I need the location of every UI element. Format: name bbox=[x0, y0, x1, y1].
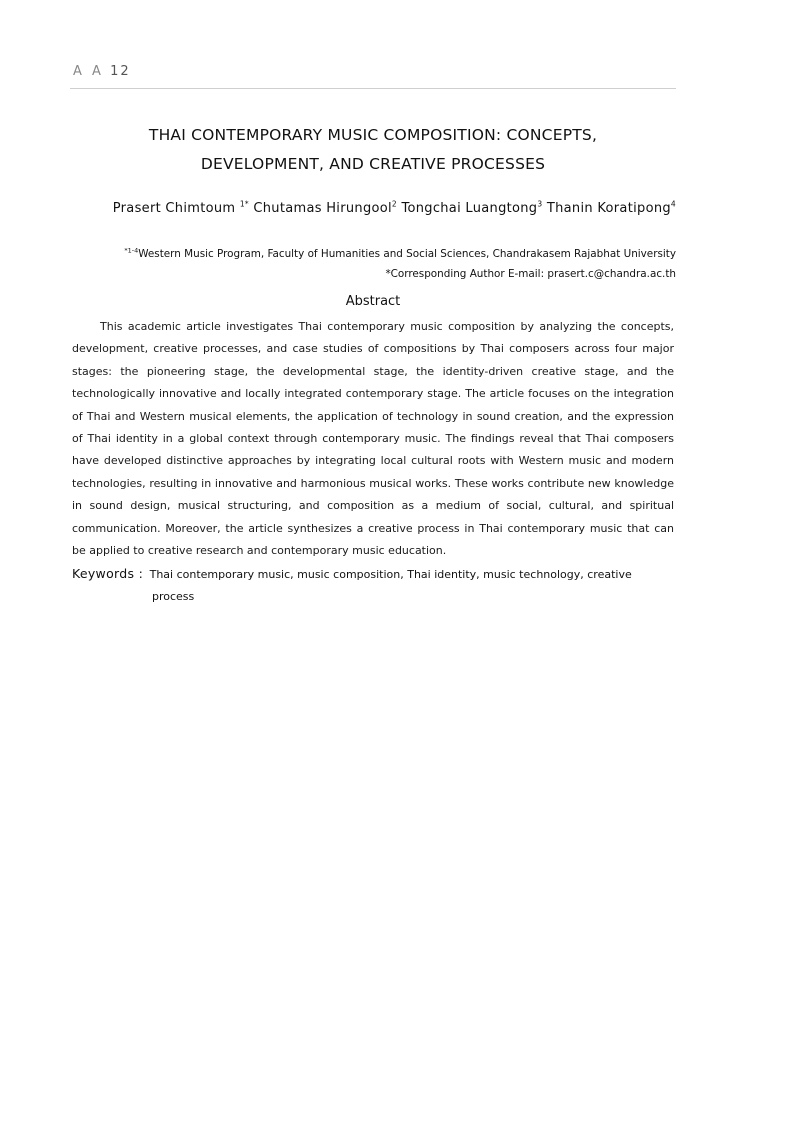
paper-title-line-2: DEVELOPMENT, AND CREATIVE PROCESSES bbox=[200, 155, 546, 173]
keywords bbox=[72, 563, 672, 608]
header-divider bbox=[70, 88, 676, 89]
page-number-value: 12 bbox=[110, 64, 131, 79]
author-mark: 2 bbox=[391, 199, 397, 209]
keywords-label: Keywords : bbox=[72, 566, 144, 581]
author-mark: 3 bbox=[537, 199, 543, 209]
abstract-body: This academic article investigates Thai contemporary music composition by analyzing the concepts, development, creative processes, and case studies of compositions by Thai composers across four major stages: the pioneering stage, the developmental stage, the identity-driven creative stage, and the technologically innovative and locally integrated contemporary stage. The article focuses on the integration of Thai and Western musical elements, the application of technology in sound creation, and the expression of Thai identity in a global context through contemporary music. The findings reveal that Thai composers have developed distinctive approaches by integrating local cultural roots with Western music and modern technologies, resulting in innovative and harmonious musical works. These works contribute new knowledge in sound design, musical structuring, and composition as a medium of social, cultural, and spiritual communication. Moreover, the article synthesizes a creative process in Thai contemporary music that can be applied to creative research and contemporary music education. bbox=[72, 320, 674, 558]
affiliation bbox=[70, 248, 676, 260]
author-name: Prasert Chimtoum bbox=[112, 201, 236, 216]
affiliation-mark: *1-4 bbox=[124, 246, 139, 255]
keywords-text: Thai contemporary music, music composition, Thai identity, music technology, creative process bbox=[149, 568, 632, 603]
page-number bbox=[73, 64, 131, 79]
author-list bbox=[70, 201, 676, 216]
author-mark: 4 bbox=[670, 199, 676, 209]
author-mark: 1* bbox=[239, 199, 249, 209]
paper-title-line-1: THAI CONTEMPORARY MUSIC COMPOSITION: CONCEPTS, bbox=[148, 126, 598, 144]
author-name: Thanin Koratipong bbox=[546, 201, 671, 216]
corresponding-author: *Corresponding Author E-mail: prasert.c@chandra.ac.th bbox=[385, 268, 676, 280]
page-number-prefix: A A bbox=[73, 64, 104, 79]
paper-title bbox=[70, 121, 676, 179]
author-name: Chutamas Hirungool bbox=[253, 201, 392, 216]
abstract-heading: Abstract bbox=[345, 294, 401, 309]
affiliation-text: Western Music Program, Faculty of Humanities and Social Sciences, Chandrakasem Rajabhat University bbox=[138, 248, 676, 260]
author-name: Tongchai Luangtong bbox=[401, 201, 538, 216]
